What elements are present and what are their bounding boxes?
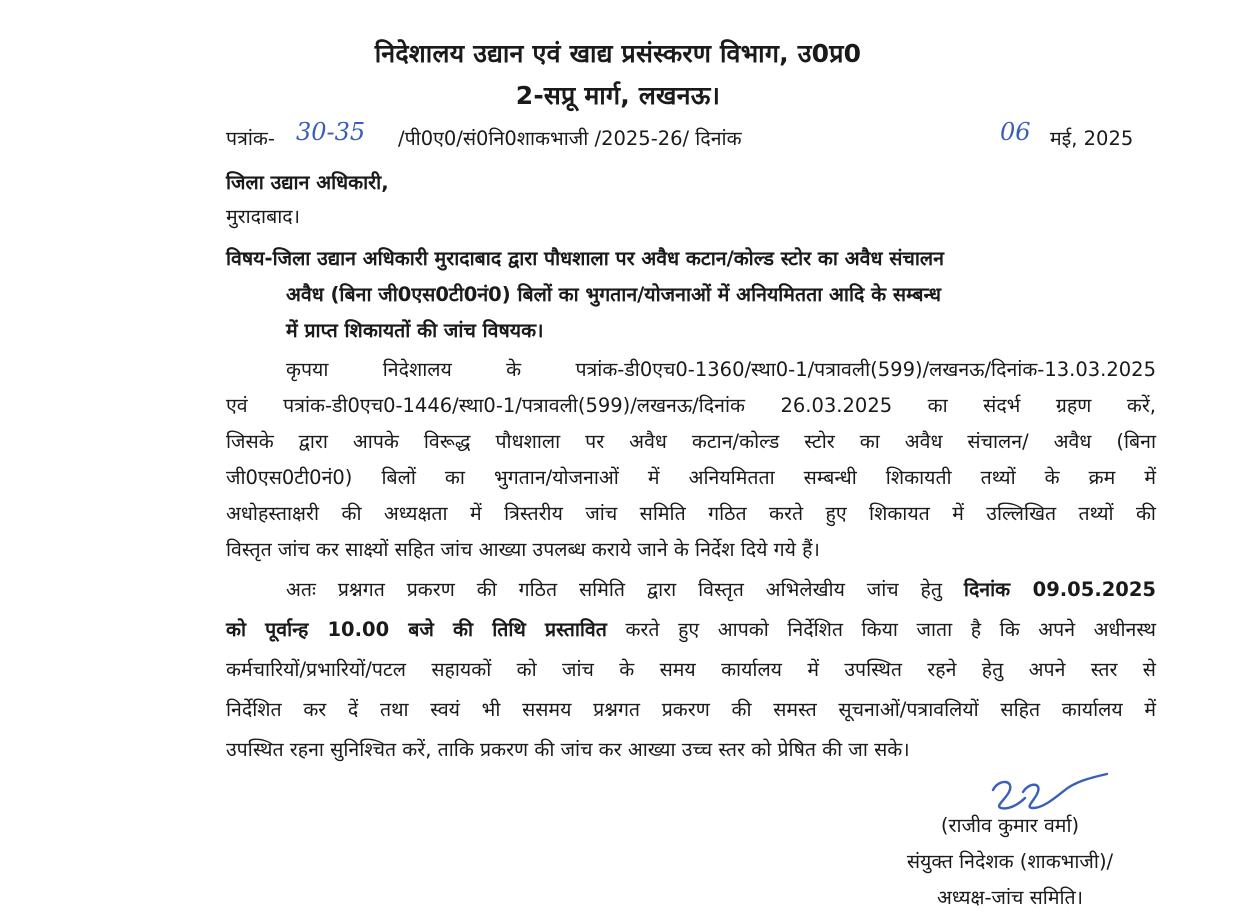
- office-header-title: निदेशालय उद्यान एवं खाद्य प्रसंस्करण विभाग, उ0प्र0: [374, 39, 862, 68]
- paragraph-2-line: कर्मचारियों/प्रभारियों/पटल सहायकों को जांच के समय कार्यालय में उपस्थित रहने हेतु अपने स्तर से: [226, 658, 1156, 681]
- reference-prefix: पत्रांक-: [226, 127, 275, 150]
- office-header-address: 2-सप्रू मार्ग, लखनऊ।: [515, 81, 721, 110]
- paragraph-1-line: जी0एस0टी0नं0) बिलों का भुगतान/योजनाओं में अनियमितता सम्बन्धी शिकायती तथ्यों के क्रम में: [226, 466, 1156, 489]
- meeting-date: दिनांक 09.05.2025: [963, 578, 1156, 601]
- reference-month-year: मई, 2025: [1050, 127, 1134, 150]
- paragraph-2-line-1-text: अतः प्रश्नगत प्रकरण की गठित समिति द्वारा विस्तृत अभिलेखीय जांच हेतु: [286, 578, 943, 601]
- paragraph-2: [226, 570, 1156, 770]
- paragraph-1-line: अधोहस्ताक्षरी की अध्यक्षता में त्रिस्तरीय जांच समिति गठित करते हुए शिकायत में उल्लिखित तथ्यों की: [226, 502, 1156, 525]
- paragraph-1: [226, 352, 1156, 568]
- paragraph-2-line: [226, 610, 1156, 650]
- paragraph-2-line: निर्देशित कर दें तथा स्वयं भी ससमय प्रश्नगत प्रकरण की समस्त सूचनाओं/पत्रावलियों सहित कार्यालय में: [226, 698, 1156, 721]
- signatory-role: अध्यक्ष-जांच समिति।: [936, 886, 1084, 909]
- reference-number-handwritten: 30-35: [296, 118, 366, 146]
- meeting-time: को पूर्वान्ह 10.00 बजे की तिथि प्रस्तावित: [226, 618, 607, 641]
- paragraph-2-line-2-text: करते हुए आपको निर्देशित किया जाता है कि अपने अधीनस्थ: [625, 618, 1156, 641]
- reference-day-handwritten: 06: [1000, 118, 1031, 146]
- signatory-designation: संयुक्त निदेशक (शाकभाजी)/: [906, 850, 1114, 873]
- paragraph-1-line: जिसके द्वारा आपके विरूद्ध पौधशाला पर अवैध कटान/कोल्ड स्टोर का अवैध संचालन/ अवैध (बिना: [226, 430, 1156, 453]
- paragraph-2-line: उपस्थित रहना सुनिश्चित करें, ताकि प्रकरण की जांच कर आख्या उच्च स्तर को प्रेषित की जा सके।: [226, 738, 910, 761]
- reference-code: /पी0ए0/सं0नि0शाकभाजी /2025-26/ दिनांक: [398, 127, 742, 150]
- signatory-block: [880, 808, 1140, 916]
- paragraph-1-line: कृपया निदेशालय के पत्रांक-डी0एच0-1360/स्था0-1/पत्रावली(599)/लखनऊ/दिनांक-13.03.2025: [286, 358, 1156, 381]
- paragraph-1-line: एवं पत्रांक-डी0एच0-1446/स्था0-1/पत्रावली(599)/लखनऊ/दिनांक 26.03.2025 का संदर्भ ग्रहण करें,: [226, 394, 1156, 417]
- paragraph-1-line: विस्तृत जांच कर साक्ष्यों सहित जांच आख्या उपलब्ध कराये जाने के निर्देश दिये गये हैं।: [226, 538, 820, 561]
- signatory-name: (राजीव कुमार वर्मा): [940, 814, 1080, 837]
- subject-line-3: में प्राप्त शिकायतों की जांच विषयक।: [286, 319, 544, 342]
- paragraph-2-line: [226, 570, 1156, 610]
- addressee-title: जिला उद्यान अधिकारी,: [226, 171, 389, 194]
- subject-line-1: विषय-जिला उद्यान अधिकारी मुरादाबाद द्वारा पौधशाला पर अवैध कटान/कोल्ड स्टोर का अवैध संचालन: [226, 247, 944, 270]
- subject-line-2: अवैध (बिना जी0एस0टी0नं0) बिलों का भुगतान/योजनाओं में अनियमितता आदि के सम्बन्ध: [286, 283, 941, 306]
- addressee-place: मुरादाबाद।: [226, 205, 301, 228]
